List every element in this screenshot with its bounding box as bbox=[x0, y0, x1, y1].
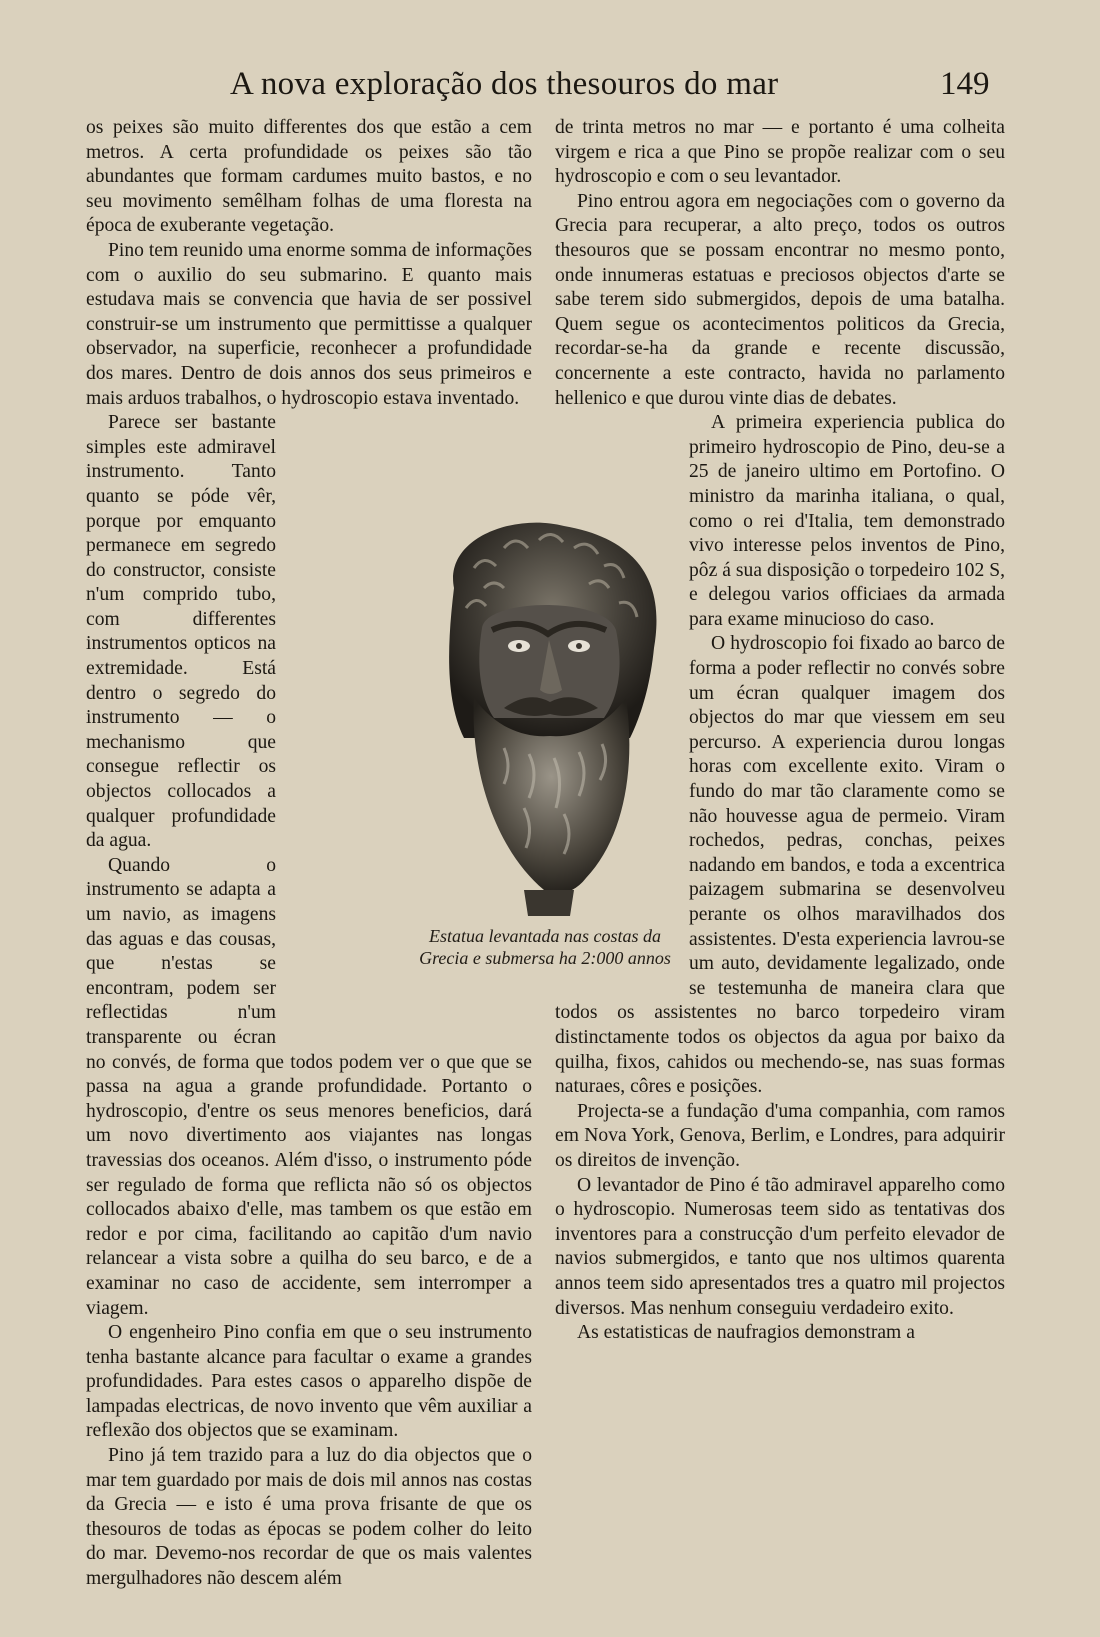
paragraph: O levantador de Pino é tão admiravel apparelho como o hydroscopio. Numerosas teem sido as tentativas dos inventores para a construcção d'um perfeito elevador de navios submergidos, e tanto que nos ultimos quarenta annos teem sido apresentados tres a quatro mil projectos diversos. Mas nenhum conseguiu verdadeiro exito. bbox=[555, 1174, 1005, 1319]
page-number: 149 bbox=[940, 66, 990, 102]
statue-head-illustration bbox=[404, 518, 686, 922]
paragraph: Parece ser bastante simples este admiravel instrumento. Tanto quanto se póde vêr, porque por emquanto permanece em segredo do constructor, consiste n'um comprido tubo, com differentes instrumentos opticos na extremidade. Está dentro o segredo do instrumento — o mechanismo que consegue reflectir os objectos collocados a qualquer profundidade da agua. bbox=[86, 412, 276, 852]
paragraph: O engenheiro Pino confia em que o seu instrumento tenha bastante alcance para facultar o exame a grandes profundidades. Para estes casos o apparelho dispõe de lampadas electricas, de novo invento que vêm auxiliar a reflexão dos objectos que se examinam. bbox=[86, 1322, 532, 1442]
paragraph: Pino tem reunido uma enorme somma de informações com o auxilio do seu submarino. E quanto mais estudava mais se convencia que havia de ser possivel construir-se um instrumento que permittisse a qualquer observador, na superficie, reconhecer a profundidade dos mares. Dentro de dois annos dos seus primeiros e mais arduos trabalhos, o hydroscopio estava inventado. bbox=[86, 239, 532, 409]
paragraph: Pino já tem trazido para a luz do dia objectos que o mar tem guardado por mais de dois mil annos nas costas da Grecia — e isto é uma prova frisante de que os thesouros de todas as épocas se podem colher do leito do mar. Devemo-nos recordar de que os mais valentes mergulhadores não descem além bbox=[86, 1445, 532, 1590]
paragraph: Quando o instrumento se adapta a um navio, as imagens das aguas e das cousas, que n'estas se encontram, podem ser reflectidas n'um transparente ou écran no convés, de forma que todos podem ver o que que se passa na agua a grande profundidade. Portanto o hydroscopio, d'entre os seus menores beneficios, dará um novo divertimento aos viajantes nas longas travessias dos oceanos. Além d'isso, o instrumento póde ser regulado de forma que reflicta não só os objectos collocados abaixo d'elle, mas tambem os que estão em redor e por cima, facilitando ao capitão d'um navio relancear a vista sobre a quilha do seu barco, e de a examinar no caso de accidente, sem interromper a viagem. bbox=[86, 854, 532, 1319]
paragraph: Projecta-se a fundação d'uma companhia, com ramos em Nova York, Genova, Berlim, e Londres, para adquirir os direitos de invenção. bbox=[555, 1100, 1005, 1171]
statue-head-figure bbox=[404, 518, 686, 922]
paragraph: os peixes são muito differentes dos que estão a cem metros. A certa profundidade os peixes são tão abundantes que formam cardumes muito bastos, e no seu movimento semêlham folhas de uma floresta na época de exuberante vegetação. bbox=[86, 117, 532, 237]
paragraph: As estatisticas de naufragios demonstram a bbox=[577, 1322, 915, 1344]
paragraph: de trinta metros no mar — e portanto é uma colheita virgem e rica a que Pino se propõe realizar com o seu hydroscopio e com o seu levantador. bbox=[555, 117, 1005, 188]
running-header-title: A nova exploração dos thesouros do mar bbox=[230, 66, 779, 102]
paragraph: Pino entrou agora em negociações com o governo da Grecia para recuperar, a alto preço, todos os outros thesouros que se possam encontrar no mesmo ponto, onde innumeras estatuas e preciosos objectos d'arte se sabe terem sido submergidos, depois de uma batalha. Quem segue os acontecimentos politicos da Grecia, recordar-se-ha da grande e recente discussão, concernente a este contracto, havida no parlamento hellenico e que durou vinte dias de debates. bbox=[555, 190, 1005, 409]
paragraph: O hydroscopio foi fixado ao barco de forma a poder reflectir no convés sobre um écran qualquer imagem dos objectos do mar que viessem em seu percurso. A experiencia durou longas horas com excellente exito. Viram o fundo do mar tão claramente como se não houvesse agua de permeio. Viram rochedos, pedras, conchas, peixes nadando em bandos, e toda a excentrica paizagem submarina se desenvolveu perante os olhos maravilhados dos assistentes. D'esta experiencia lavrou-se um auto, devidamente legalizado, onde se testemunha de maneira clara que todos os assistentes no barco torpedeiro viram distinctamente todos os objectos da agua por baixo da quilha, fixos, cahidos ou mechendo-se, nas suas formas naturaes, côres e posições. bbox=[555, 633, 1005, 1098]
figure-caption: Estatua levantada nas costas da Grecia e submersa ha 2:000 annos bbox=[419, 926, 671, 968]
paragraph: A primeira experiencia publica do primeiro hydroscopio de Pino, deu-se a 25 de janeiro ultimo em Portofino. O ministro da marinha italiana, o qual, como o rei d'Italia, tem demonstrado vivo interesse pelos inventos de Pino, pôz á sua disposição o torpedeiro 102 S, e delegou varios officiaes da armada para exame minucioso do caso. bbox=[689, 412, 1005, 630]
